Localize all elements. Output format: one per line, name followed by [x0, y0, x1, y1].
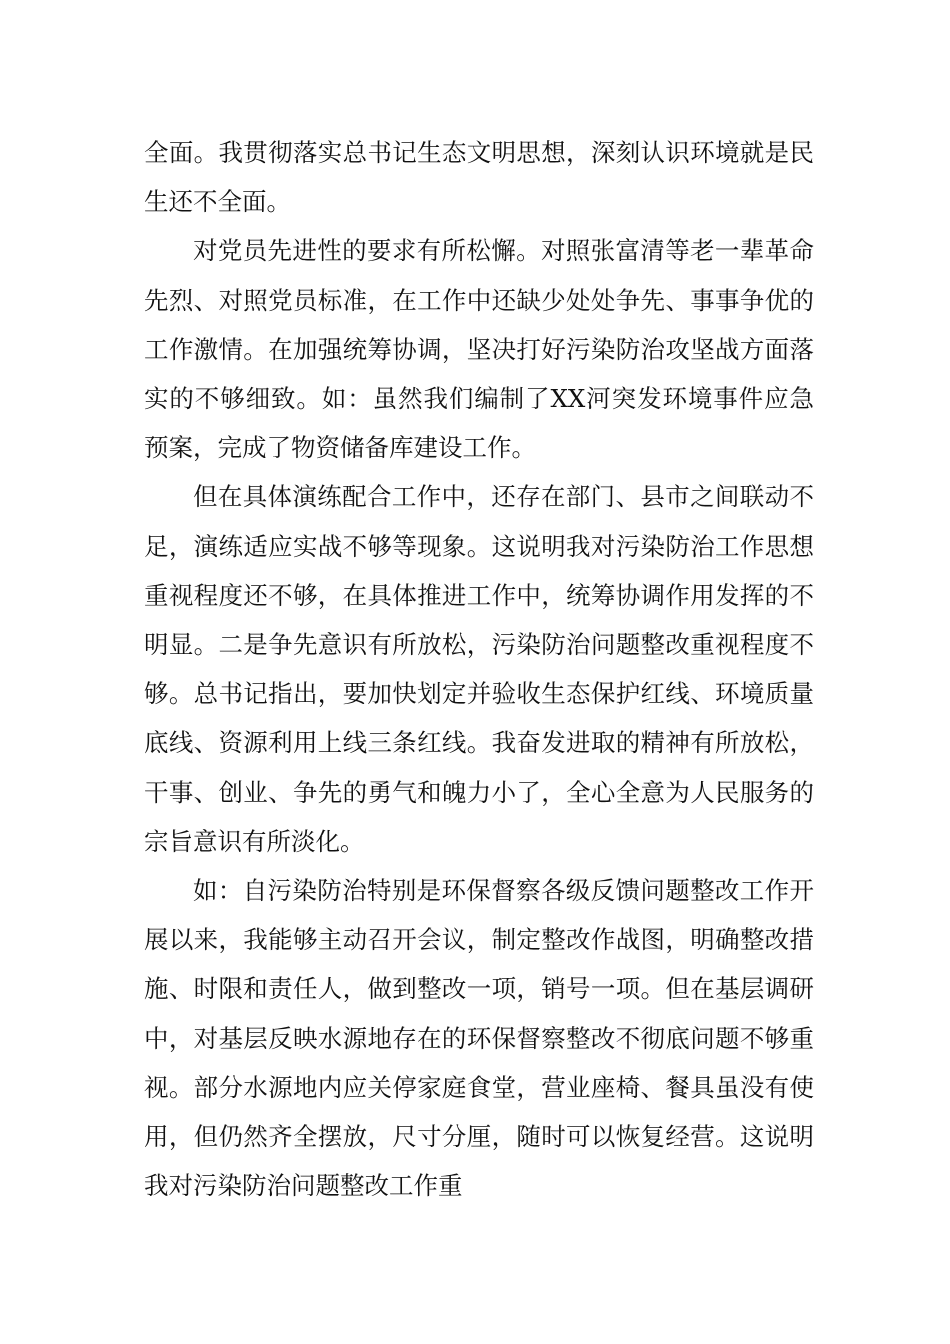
paragraph-1: 全面。我贯彻落实总书记生态文明思想，深刻认识环境就是民生还不全面。	[144, 138, 814, 217]
document-body	[144, 128, 814, 1210]
paragraph-3: 但在具体演练配合工作中，还存在部门、县市之间联动不足，演练适应实战不够等现象。这说明我对污染防治工作思想重视程度还不够，在具体推进工作中，统筹协调作用发挥的不明显。二是争先意识有所放松，污染防治问题整改重视程度不够。总书记指出，要加快划定并验收生态保护红线、环境质量底线、资源利用上线三条红线。我奋发进取的精神有所放松，干事、创业、争先的勇气和魄力小了，全心全意为人民服务的宗旨意识有所淡化。	[144, 482, 814, 856]
paragraph-4: 如：自污染防治特别是环保督察各级反馈问题整改工作开展以来，我能够主动召开会议，制定整改作战图，明确整改措施、时限和责任人，做到整改一项，销号一项。但在基层调研中，对基层反映水源地存在的环保督察整改不彻底问题不够重视。部分水源地内应关停家庭食堂，营业座椅、餐具虽没有使用，但仍然齐全摆放，尺寸分厘，随时可以恢复经营。这说明我对污染防治问题整改工作重	[144, 876, 814, 1201]
paragraph-2: 对党员先进性的要求有所松懈。对照张富清等老一辈革命先烈、对照党员标准，在工作中还缺少处处争先、事事争优的工作激情。在加强统筹协调，坚决打好污染防治攻坚战方面落实的不够细致。如：虽然我们编制了XX河突发环境事件应急预案，完成了物资储备库建设工作。	[144, 236, 814, 463]
